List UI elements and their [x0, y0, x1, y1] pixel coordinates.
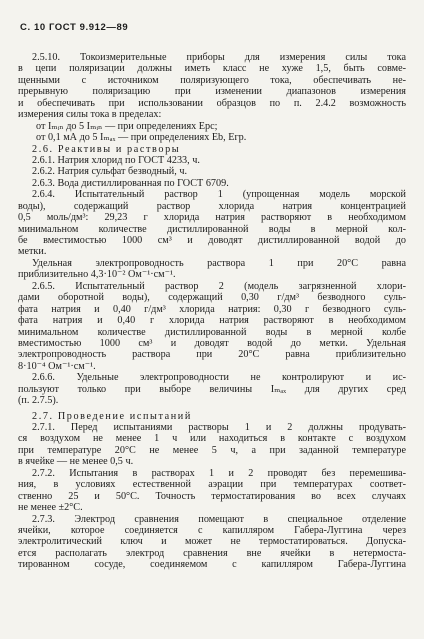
text-line: от 0,1 мА до 5 Iₘₐₓ — при определениях Eb, Eгр. [36, 132, 247, 144]
text-line: не менее ±2°С. [18, 502, 83, 514]
text-line: ячейки, которое соединяется с капилляром Габера-Луггина через [18, 524, 406, 536]
text-line: минимальном количестве дистиллированной воды в мерной колбе [18, 326, 406, 338]
text-line: от Iₘᵢₙ до 5 Iₘᵢₙ — при определениях Eрс; [36, 120, 218, 132]
text-line: ственно 25 и 50°С. Точность термостатирования во всех случаях [18, 490, 406, 502]
text-line: измерения силы тока в пределах: [18, 109, 162, 121]
text-line: Удельная электропроводность раствора 1 при 20°С равна [32, 257, 406, 269]
text-line: 2.6.2. Натрия сульфат безводный, ч. [32, 166, 188, 178]
text-line: дами оборотной воды), содержащий 0,30 г/дм³ безводного суль- [18, 292, 406, 304]
text-line: 2.6.4. Испытательный раствор 1 (упрощенная модель морской [32, 189, 406, 201]
text-line: 2.6.3. Вода дистиллированная по ГОСТ 6709. [32, 177, 229, 189]
text-line: 2.6.1. Натрия хлорид по ГОСТ 4233, ч. [32, 154, 200, 166]
text-line: 0,5 моль/дм³: 29,23 г хлорида натрия растворяют в необходимом [18, 212, 406, 224]
section-heading: 2.7. Проведение испытаний [32, 410, 192, 422]
text-line: прерывную поляризацию при изменении диапазонов измерения [18, 86, 406, 98]
text-line: (п. 2.7.5). [18, 395, 59, 407]
text-line: и обеспечивать при использовании образцов по п. 2.4.2 возможность [18, 97, 406, 109]
text-line: в цепи поляризации должны иметь класс не хуже 1,5, быть совме- [18, 63, 406, 75]
text-line: 2.7.2. Испытания в растворах 1 и 2 проводят без перемешива- [32, 467, 406, 479]
text-line: щенными с источником поляризующего тока, обеспечивать не- [18, 74, 406, 86]
section-heading: 2.6. Реактивы и растворы [32, 143, 181, 155]
text-line: электропроводность раствора при 20°С равна приблизительно [18, 349, 406, 361]
text-line: вместимостью 1000 см³ и доводят водой до метки. Удельная [18, 337, 406, 349]
text-line: тированном сосуде, соединяемом с капилляром Габера-Луггина [18, 559, 406, 571]
text-line: бе вместимостью 1000 см³ и доводят дистиллированной водой до [18, 235, 406, 246]
document-body [18, 52, 406, 571]
text-line: 8·10⁻⁴ Ом⁻¹·см⁻¹. [18, 360, 96, 372]
text-line: минимальном количестве дистиллированной воды в мерной кол- [18, 223, 406, 235]
text-line: ется располагать электрод сравнения вне ячейки в нетермоста- [18, 547, 406, 559]
text-line: в ячейке — не менее 0,5 ч. [18, 456, 134, 468]
page-header: С. 10 ГОСТ 9.912—89 [20, 22, 129, 33]
text-line: при температуре 20°С не менее 5 ч, а при заданной температуре [18, 444, 406, 456]
text-line: 2.5.10. Токоизмерительные приборы для измерения силы тока [32, 52, 406, 63]
text-line: фата натрия и 0,40 г/дм³ хлорида натрия: 0,30 г безводного суль- [18, 303, 406, 315]
text-line: электролитический ключ и может не термостатироваться. Допуска- [18, 536, 406, 548]
text-line: 2.6.6. Удельные электропроводности не контролируют и ис- [32, 372, 406, 384]
text-line: фата натрия и 0,40 г хлорида натрия растворяют в необходимом [18, 315, 406, 327]
text-line: метки. [18, 246, 47, 258]
text-line: приблизительно 4,3·10⁻² Ом⁻¹·см⁻¹. [18, 269, 176, 281]
text-line: ся воздухом не менее 1 ч или находиться в контакте с воздухом [18, 433, 406, 445]
text-line: ния, в условиях естественной аэрации при температурах соответ- [18, 479, 406, 491]
text-line: 2.7.3. Электрод сравнения помещают в специальное отделение [32, 513, 406, 525]
text-line: 2.7.1. Перед испытаниями растворы 1 и 2 должны продувать- [32, 422, 406, 433]
text-line: 2.6.5. Испытательный раствор 2 (модель загрязненной хлори- [32, 280, 406, 292]
text-line: пользуют только при выборе величины Iₘₐₓ для других сред [18, 383, 406, 395]
text-line: воды), содержащий раствор хлорида натрия концентрацией [18, 200, 406, 212]
